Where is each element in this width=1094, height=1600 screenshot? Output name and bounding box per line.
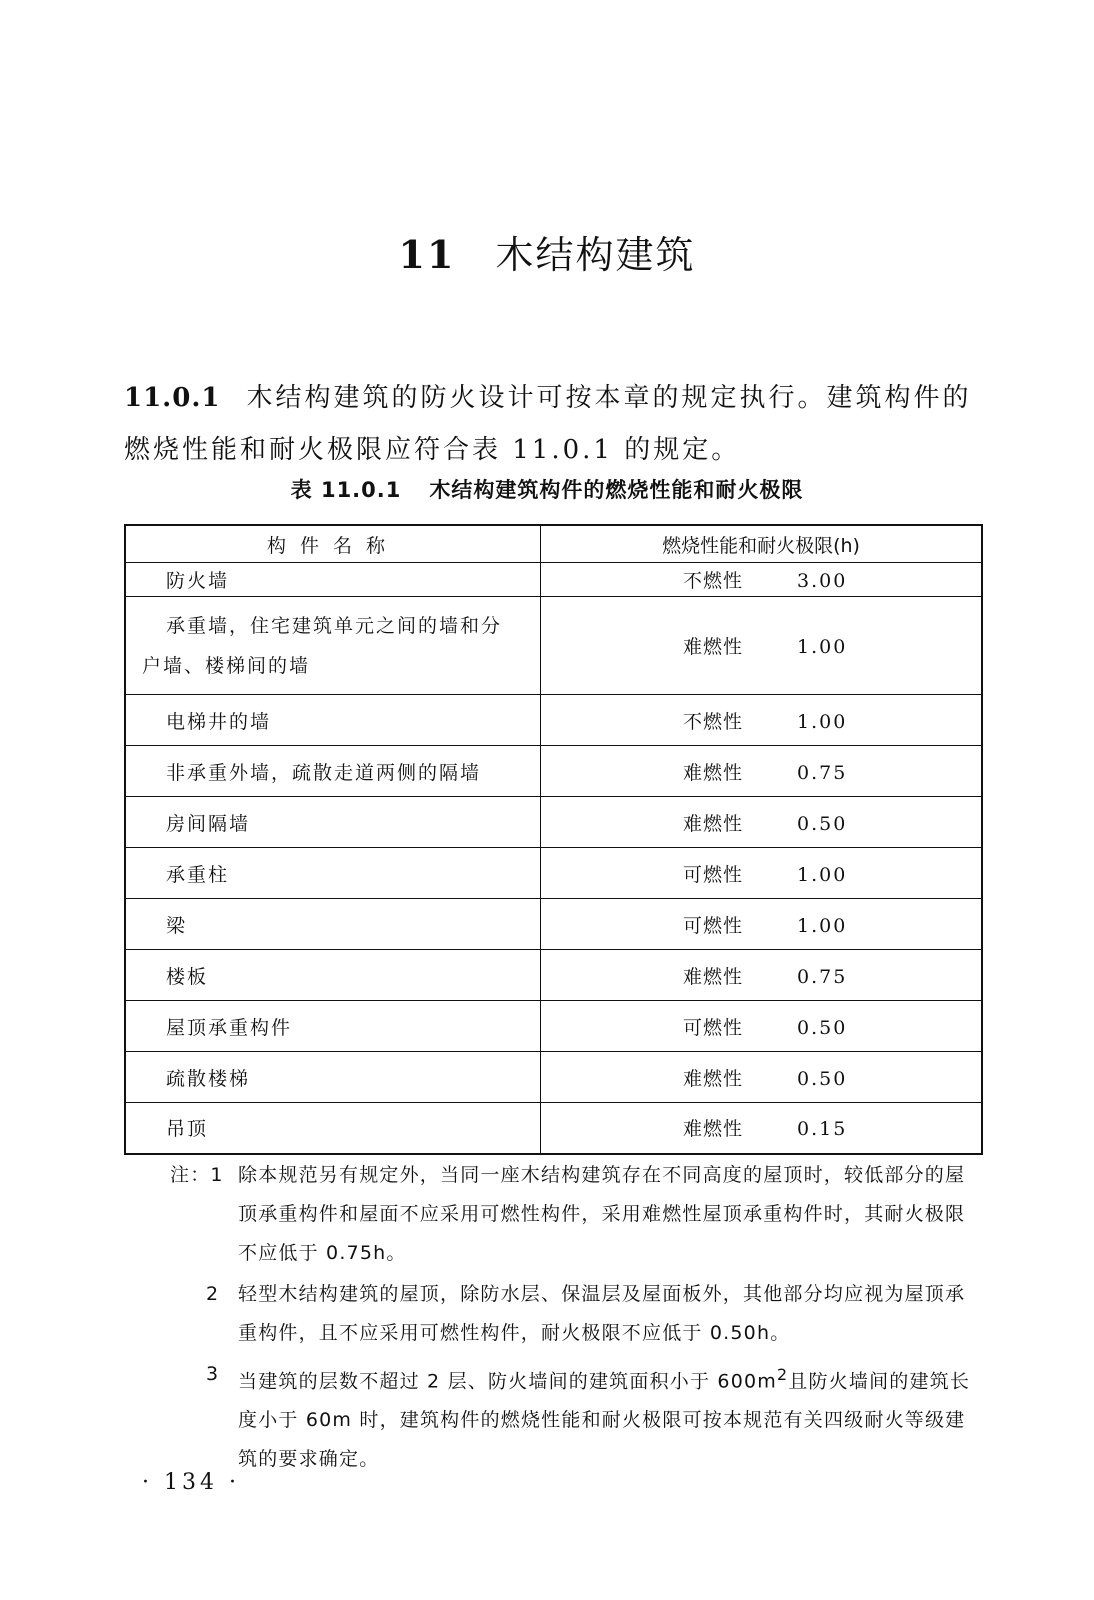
combustibility: 不燃性	[683, 710, 744, 733]
note-item	[170, 1355, 982, 1479]
fire-rating-cell	[541, 1103, 983, 1154]
superscript: 2	[776, 1365, 789, 1384]
note-label: 3	[206, 1363, 220, 1385]
combustibility: 难燃性	[683, 761, 744, 784]
component-name-line1: 承重墙，住宅建筑单元之间的墙和分	[166, 614, 503, 637]
table-row	[125, 597, 982, 695]
page-number: · 134 ·	[142, 1470, 240, 1495]
fire-limit: 1.00	[797, 710, 848, 733]
table-row	[125, 950, 982, 1001]
fire-rating-cell	[541, 848, 983, 899]
component-name-line2: 户墙、楼梯间的墙	[142, 654, 311, 677]
note-item	[170, 1156, 982, 1273]
combustibility: 不燃性	[683, 570, 744, 592]
combustibility: 难燃性	[683, 965, 744, 988]
note-label: 2	[206, 1283, 220, 1305]
fire-rating-cell	[541, 797, 983, 848]
table-caption	[0, 474, 1094, 504]
component-name: 吊顶	[125, 1103, 541, 1154]
clause-text: 木结构建筑的防火设计可按本章的规定执行。建筑构件的燃烧性能和耐火极限应符合表 11.0.1 的规定。	[124, 383, 972, 465]
fire-limit: 0.75	[797, 761, 848, 784]
table-row	[125, 797, 982, 848]
table-row	[125, 746, 982, 797]
fire-rating-cell	[541, 746, 983, 797]
table-row	[125, 695, 982, 746]
component-name: 防火墙	[125, 563, 541, 597]
combustibility: 难燃性	[683, 1067, 744, 1090]
table-row	[125, 1001, 982, 1052]
fire-limit: 0.50	[797, 812, 848, 835]
component-name: 非承重外墙，疏散走道两侧的隔墙	[125, 746, 541, 797]
fire-rating-cell	[541, 950, 983, 1001]
component-name: 楼板	[125, 950, 541, 1001]
combustibility: 可燃性	[683, 863, 744, 886]
fire-limit: 1.00	[797, 914, 848, 937]
combustibility: 难燃性	[683, 636, 744, 658]
note-label: 注：1	[170, 1164, 224, 1186]
component-name: 承重柱	[125, 848, 541, 899]
note-text	[238, 1355, 982, 1479]
note-text-part: 当建筑的层数不超过 2 层、防火墙间的建筑面积小于 600m	[238, 1370, 777, 1393]
component-name: 梁	[125, 899, 541, 950]
component-name: 屋顶承重构件	[125, 1001, 541, 1052]
table-row	[125, 563, 982, 597]
component-name: 电梯井的墙	[125, 695, 541, 746]
note-text: 除本规范另有规定外，当同一座木结构建筑存在不同高度的屋顶时，较低部分的屋顶承重构件和屋面不应采用可燃性构件，采用难燃性屋顶承重构件时，其耐火极限不应低于 0.75h。	[238, 1164, 966, 1264]
table-notes	[170, 1156, 982, 1481]
fire-limit: 0.15	[797, 1118, 848, 1141]
combustibility: 难燃性	[683, 812, 744, 835]
clause-paragraph	[124, 372, 982, 476]
header-component-name: 构件名称	[125, 525, 541, 563]
chapter-name: 木结构建筑	[495, 233, 696, 277]
fire-limit: 1.00	[797, 863, 848, 886]
fire-rating-cell	[541, 563, 983, 597]
combustibility: 可燃性	[683, 914, 744, 937]
table-header-row	[125, 525, 982, 563]
note-text: 轻型木结构建筑的屋顶，除防水层、保温层及屋面板外，其他部分均应视为屋顶承重构件，且不应采用可燃性构件，耐火极限不应低于 0.50h。	[238, 1283, 966, 1344]
fire-rating-cell	[541, 1001, 983, 1052]
header-fire-rating: 燃烧性能和耐火极限(h)	[541, 525, 983, 563]
fire-limit: 1.00	[797, 636, 848, 658]
fire-limit: 0.50	[797, 1067, 848, 1090]
chapter-title	[0, 224, 1094, 279]
fire-limit: 3.00	[797, 570, 848, 592]
table-title: 木结构建筑构件的燃烧性能和耐火极限	[429, 478, 804, 502]
combustibility: 可燃性	[683, 1016, 744, 1039]
note-text-part: 且防火墙间的建筑长度小于 60m 时，建筑构件的燃烧性能和耐火极限可按本规范有关四级耐火等级建筑的要求确定。	[238, 1370, 971, 1471]
fire-resistance-table	[124, 524, 983, 1155]
clause-number: 11.0.1	[124, 383, 221, 413]
fire-rating-cell	[541, 899, 983, 950]
note-item	[170, 1275, 982, 1353]
fire-rating-cell	[541, 695, 983, 746]
table-row	[125, 1052, 982, 1103]
fire-limit: 0.75	[797, 965, 848, 988]
chapter-number: 11	[398, 232, 456, 277]
component-name: 房间隔墙	[125, 797, 541, 848]
fire-rating-cell	[541, 597, 983, 695]
fire-limit: 0.50	[797, 1016, 848, 1039]
table-number: 表 11.0.1	[290, 478, 402, 502]
table-row	[125, 899, 982, 950]
table-row	[125, 848, 982, 899]
table-row	[125, 1103, 982, 1154]
component-name	[125, 597, 541, 695]
fire-rating-cell	[541, 1052, 983, 1103]
component-name: 疏散楼梯	[125, 1052, 541, 1103]
combustibility: 难燃性	[683, 1118, 744, 1141]
